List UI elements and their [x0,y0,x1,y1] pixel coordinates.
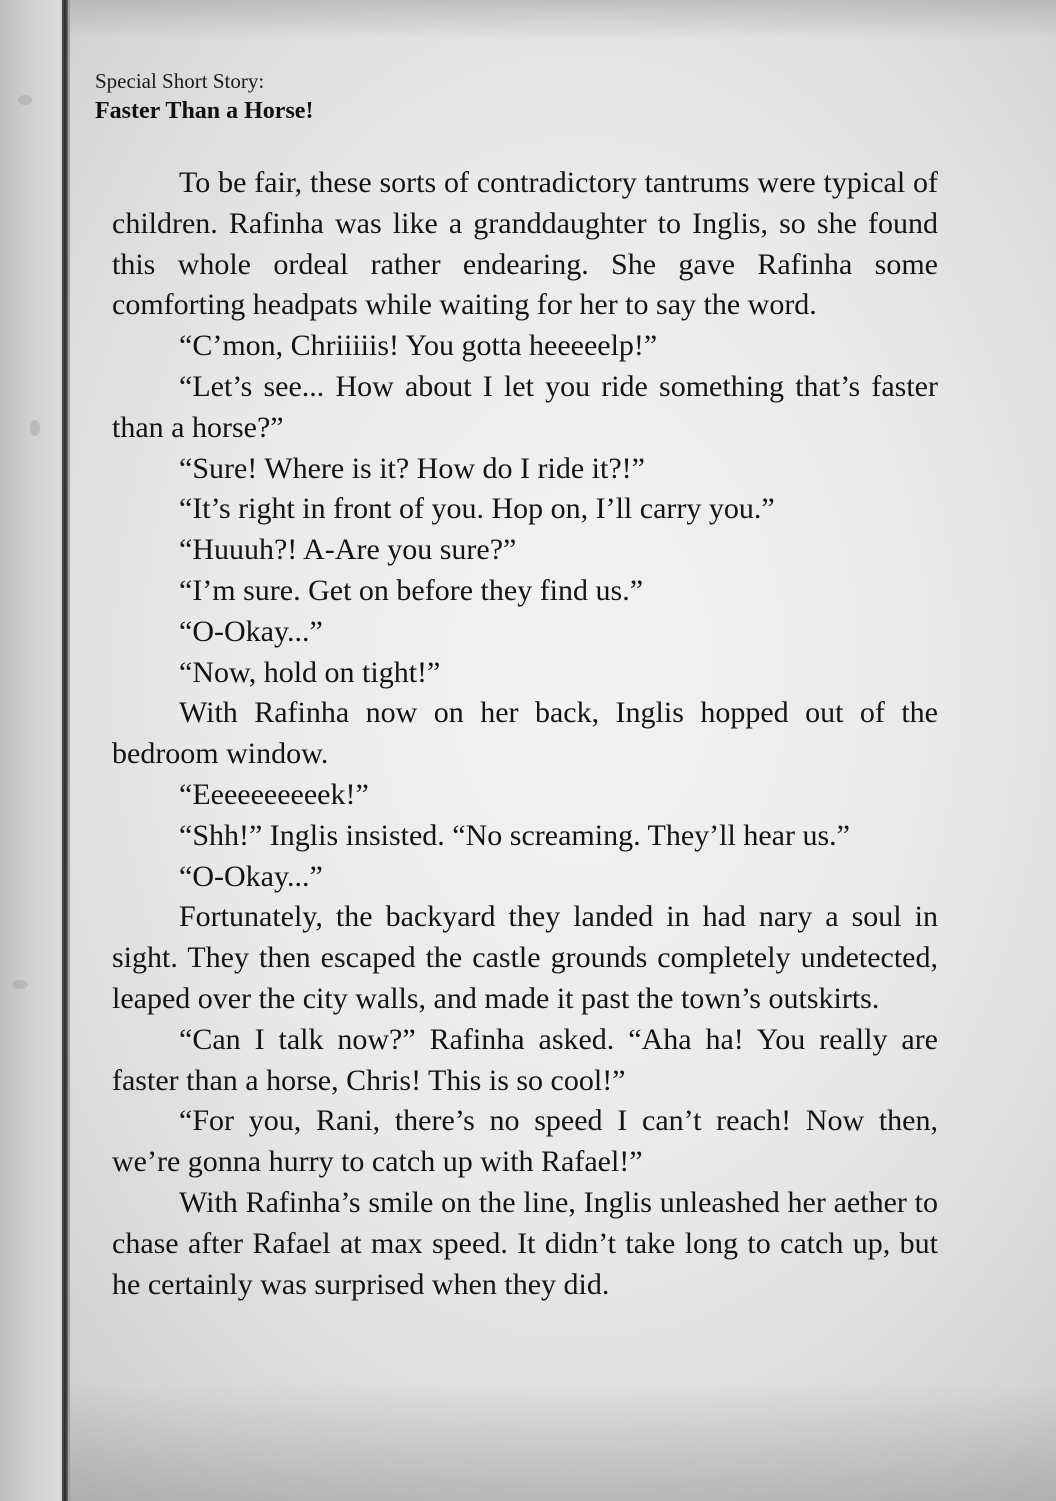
paragraph: “It’s right in front of you. Hop on, I’ll carry you.” [179,492,775,526]
page-edge [0,0,70,1501]
paragraph: “O-Okay...” [179,614,323,648]
story-header [95,67,795,126]
paper-stain [18,95,32,105]
story-body [112,163,938,1305]
paragraph: “Sure! Where is it? How do I ride it?!” [179,451,645,485]
paragraph: Fortunately, the backyard they landed in had nary a soul in sight. They then escaped the castle grounds completely undetected, leaped over the city walls, and made it past the town’s outskirts. [112,900,938,1015]
paragraph: “Eeeeeeeeeek!” [179,777,369,811]
paragraph: “Now, hold on tight!” [179,655,441,689]
paragraph: “Huuuh?! A-Are you sure?” [179,533,517,567]
story-label: Special Short Story: [95,69,265,93]
paragraph: “For you, Rani, there’s no speed I can’t reach! Now then, we’re gonna hurry to catch up with Rafael!” [112,1104,938,1179]
paragraph: “Let’s see... How about I let you ride something that’s faster than a horse?” [112,369,938,444]
paper-stain [12,980,28,989]
story-title: Faster Than a Horse! [95,98,314,124]
paragraph: To be fair, these sorts of contradictory tantrums were typical of children. Rafinha was like a granddaughter to Inglis, so she found this whole ordeal rather endearing. She gave Rafinha some comforting headpats while waiting for her to say the word. [112,166,938,322]
paragraph: “I’m sure. Get on before they find us.” [179,573,644,607]
paragraph: “Shh!” Inglis insisted. “No screaming. They’ll hear us.” [179,818,850,852]
paragraph: “O-Okay...” [179,859,323,893]
paragraph: “Can I talk now?” Rafinha asked. “Aha ha! You really are faster than a horse, Chris! This is so cool!” [112,1022,938,1097]
top-shadow [70,0,1056,40]
paragraph: With Rafinha now on her back, Inglis hopped out of the bedroom window. [112,696,938,771]
paragraph: With Rafinha’s smile on the line, Inglis unleashed her aether to chase after Rafael at max speed. It didn’t take long to catch up, but he certainly was surprised when they did. [112,1185,938,1301]
paragraph: “C’mon, Chriiiiis! You gotta heeeeelp!” [179,329,658,363]
paper-stain [30,420,40,436]
bottom-shadow [70,1381,1056,1501]
book-spine [62,0,68,1501]
